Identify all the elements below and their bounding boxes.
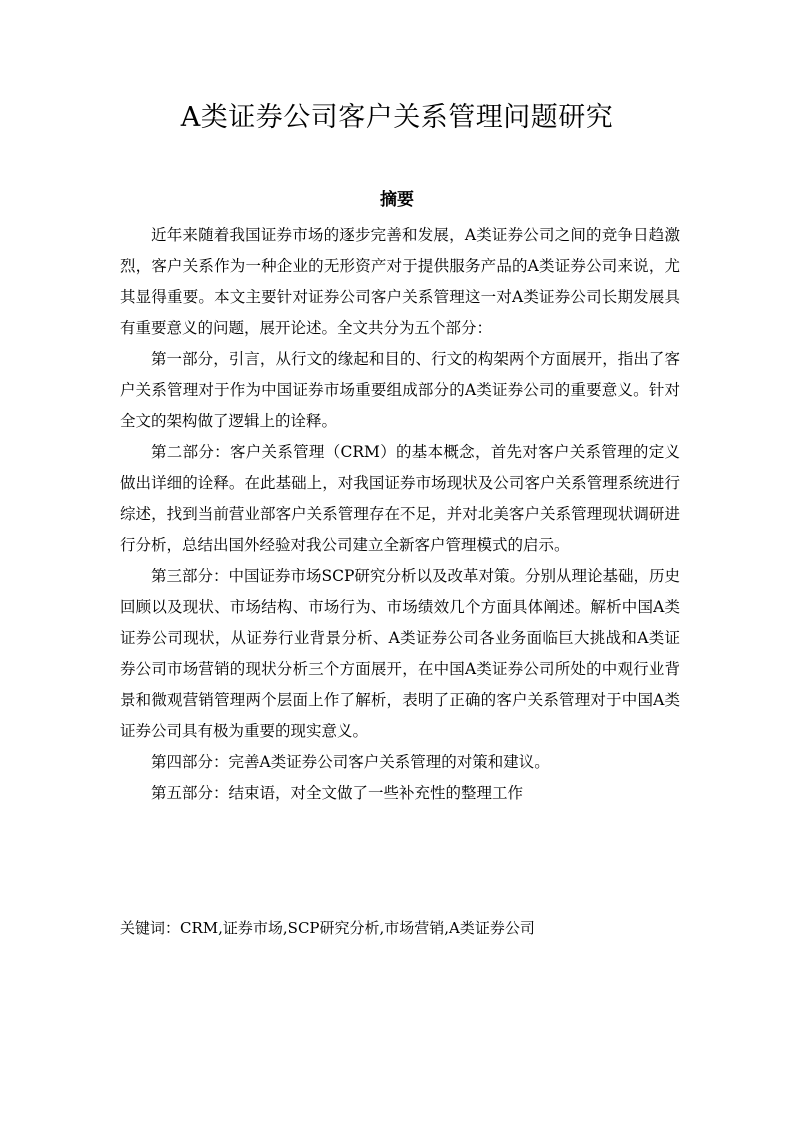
page-title: A类证券公司客户关系管理问题研究 xyxy=(180,102,614,133)
abstract-body xyxy=(120,220,680,809)
abstract-paragraph-intro: 近年来随着我国证券市场的逐步完善和发展，A类证券公司之间的竞争日趋激烈，客户关系作为一种企业的无形资产对于提供服务产品的A类证券公司来说，尤其显得重要。本文主要针对证券公司客户关系管理这一对A类证券公司长期发展具有重要意义的问题，展开论述。全文共分为五个部分： xyxy=(120,226,680,337)
abstract-paragraph-part-five: 第五部分：结束语，对全文做了一些补充性的整理工作 xyxy=(151,784,524,802)
abstract-paragraph-part-two: 第二部分：客户关系管理（CRM）的基本概念，首先对客户关系管理的定义做出详细的诠释。在此基础上，对我国证券市场现状及公司客户关系管理系统进行综述，找到当前营业部客户关系管理存在不足，并对北美客户关系管理现状调研进行分析，总结出国外经验对我公司建立全新客户管理模式的启示。 xyxy=(120,443,680,554)
abstract-paragraph-part-four: 第四部分：完善A类证券公司客户关系管理的对策和建议。 xyxy=(151,753,550,771)
keywords-line: 关键词：CRM,证券市场,SCP研究分析,市场营销,A类证券公司 xyxy=(120,919,535,937)
abstract-paragraph-part-one: 第一部分，引言，从行文的缘起和目的、行文的构架两个方面展开，指出了客户关系管理对于作为中国证券市场重要组成部分的A类证券公司的重要意义。针对全文的架构做了逻辑上的诠释。 xyxy=(120,350,680,430)
abstract-heading: 摘要 xyxy=(380,190,414,210)
abstract-paragraph-part-three: 第三部分：中国证券市场SCP研究分析以及改革对策。分别从理论基础，历史回顾以及现状、市场结构、市场行为、市场绩效几个方面具体阐述。解析中国A类证券公司现状，从证券行业背景分析、A类证券公司各业务面临巨大挑战和A类证券公司市场营销的现状分析三个方面展开，在中国A类证券公司所处的中观行业背景和微观营销管理两个层面上作了解析，表明了正确的客户关系管理对于中国A类证券公司具有极为重要的现实意义。 xyxy=(120,567,680,740)
